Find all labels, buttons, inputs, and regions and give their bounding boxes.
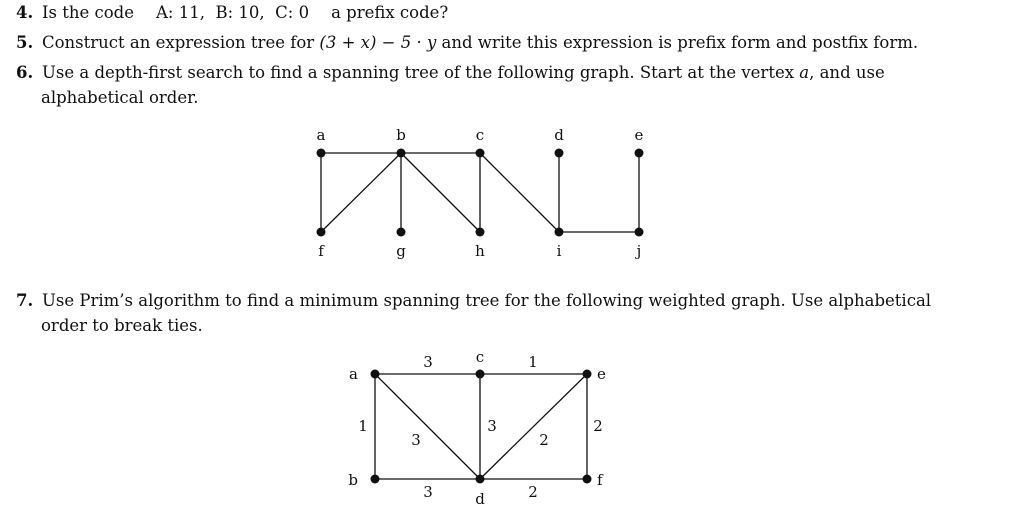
q5-text-after: and write this expression is prefix form and postfix form.: [441, 33, 919, 52]
graph2-vertex-b: [371, 475, 380, 484]
graph2-weight-a-d: 3: [411, 431, 421, 449]
graph1-label-e: e: [634, 126, 644, 144]
graph2-label-f: f: [597, 471, 603, 489]
graph2-label-c: c: [475, 348, 485, 366]
q6-line2: alphabetical order.: [41, 88, 199, 107]
graph1-label-f: f: [318, 242, 324, 260]
graph2-weight-b-d: 3: [423, 483, 433, 501]
q6-number: 6.: [16, 63, 34, 82]
q6-line1-after: , and use: [809, 63, 885, 82]
graph2-label-b: b: [348, 471, 358, 489]
q6-vertex: a: [799, 63, 810, 82]
graph2-weight-a-c: 3: [423, 353, 433, 371]
q5-expression: (3 + x) − 5 · y: [319, 33, 437, 52]
q4-code-b: B: 10,: [215, 3, 265, 22]
q7-line1: Use Prim’s algorithm to find a minimum spanning tree for the following weighted graph. Use alphabetical: [42, 291, 932, 310]
graph1-label-i: i: [556, 242, 562, 260]
graph2-weight-c-e: 1: [528, 353, 538, 371]
graph2-weight-d-f: 2: [528, 483, 538, 501]
graph1-label-a: a: [316, 126, 326, 144]
q7-line2: order to break ties.: [41, 316, 203, 335]
graph2-vertex-e: [583, 370, 592, 379]
graph1-label-j: j: [636, 242, 642, 260]
graph2-edge-a-d: [375, 374, 480, 479]
graph2-weight-d-e: 2: [539, 431, 549, 449]
q4-number: 4.: [16, 3, 34, 22]
q5-number: 5.: [16, 33, 34, 52]
graph2-label-e: e: [597, 365, 606, 383]
q6-line1-before: Use a depth-first search to find a spanning tree of the following graph. Start at the vertex: [42, 63, 795, 82]
q5-text-before: Construct an expression tree for: [42, 33, 315, 52]
q4-code-a: A: 11,: [156, 3, 205, 22]
graph2-vertex-a: [371, 370, 380, 379]
q4-text-after: a prefix code?: [331, 3, 449, 22]
graph2-weight-e-f: 2: [593, 417, 603, 435]
graph2-vertex-c: [476, 370, 485, 379]
graph2-vertex-d: [476, 475, 485, 484]
graph2-weight-c-d: 3: [487, 417, 497, 435]
graph2-label-d: d: [475, 490, 485, 508]
graph1-label-d: d: [554, 126, 564, 144]
graph1-label-b: b: [396, 126, 406, 144]
q4-code-c: C: 0: [275, 3, 310, 22]
graph2-label-a: a: [349, 365, 358, 383]
graph1-label-c: c: [475, 126, 485, 144]
q7-number: 7.: [16, 291, 34, 310]
graph2-vertex-f: [583, 475, 592, 484]
graph1-label-h: h: [475, 242, 485, 260]
graph2-weight-a-b: 1: [358, 417, 368, 435]
q4-text-before: Is the code: [42, 3, 134, 22]
graph1-label-g: g: [396, 242, 406, 260]
